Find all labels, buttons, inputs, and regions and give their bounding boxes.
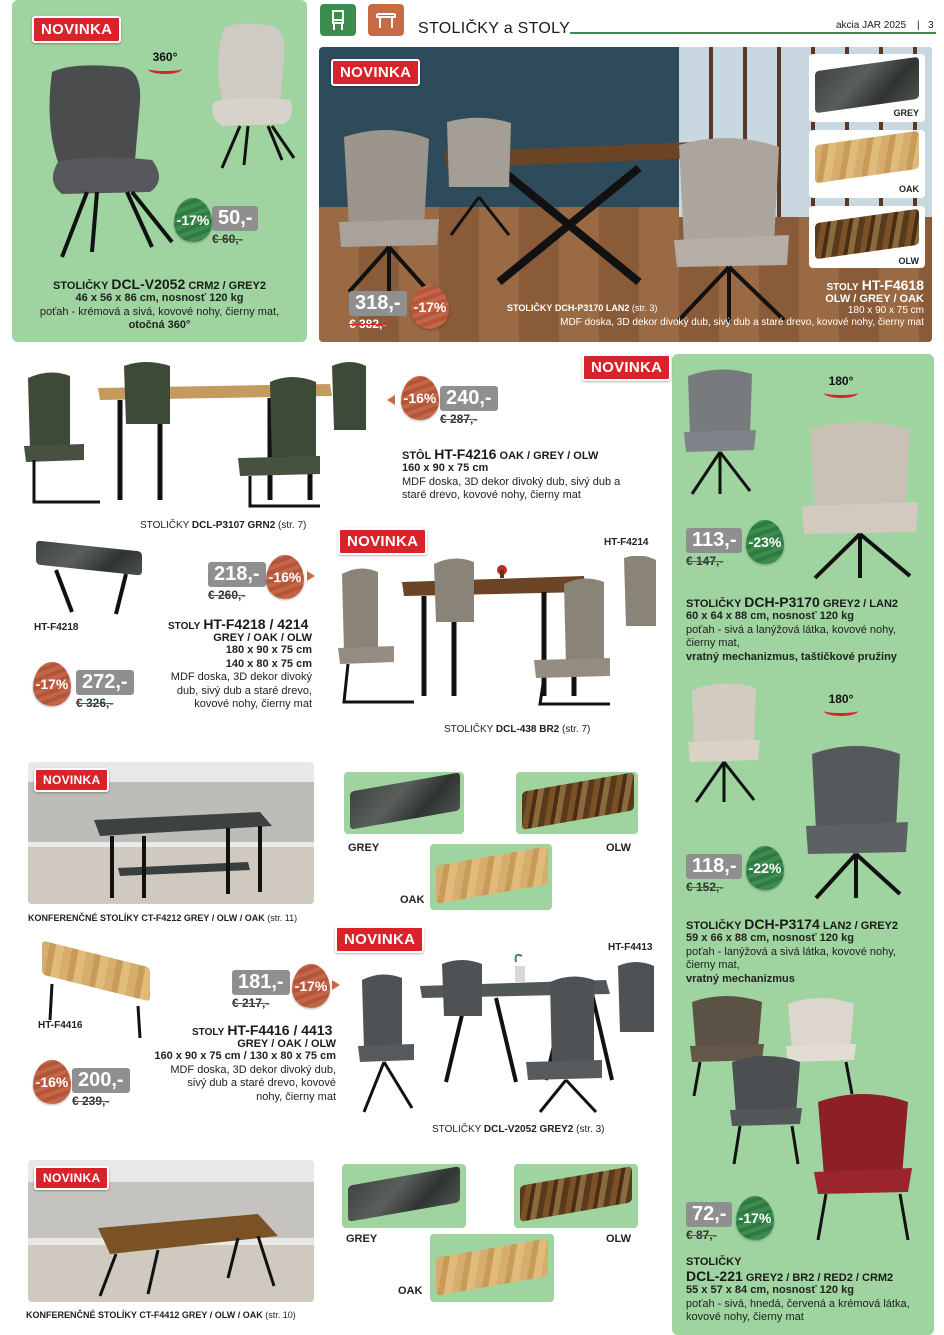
product-size: 160 x 90 x 75 cm bbox=[402, 462, 489, 474]
product-desc: poťah - lanýžová a sivá látka, kovové nohy, čierny mat, bbox=[686, 945, 896, 971]
f4218-small-label: HT-F4218 bbox=[34, 622, 79, 633]
discount-badge: -16% bbox=[33, 1060, 71, 1104]
product-spec: 46 x 56 x 86 cm, nosnosť 120 kg bbox=[75, 292, 244, 304]
coffee-table-olw-image bbox=[88, 1208, 288, 1298]
price: 50,- bbox=[212, 206, 258, 231]
old-price: € 287,- bbox=[440, 412, 478, 426]
product-variant: GREY2 / BR2 / RED2 / CRM2 bbox=[745, 1272, 894, 1284]
hero-swatch-oak[interactable] bbox=[809, 130, 925, 198]
price: 113,- bbox=[686, 528, 742, 553]
hero-product-info bbox=[560, 277, 924, 328]
swatch-label-olw: OLW bbox=[606, 842, 632, 854]
discount-badge: -16% bbox=[266, 555, 304, 599]
product-size-1: 180 x 90 x 75 cm bbox=[225, 644, 312, 656]
f4416-product-info bbox=[150, 1022, 336, 1104]
product-size: 160 x 90 x 75 cm / 130 x 80 x 75 cm bbox=[154, 1050, 336, 1062]
product-label: STOLY bbox=[192, 1027, 225, 1038]
p3170-cream-chair-image bbox=[790, 420, 930, 580]
header-separator: | bbox=[917, 20, 920, 31]
f4214-chair-caption: STOLIČKY DCL-438 BR2 (str. 7) bbox=[444, 724, 591, 735]
product-variant: GREY / OAK / OLW bbox=[213, 632, 312, 644]
discount-badge: -17% bbox=[736, 1196, 774, 1240]
product-model: DCH-P3170 bbox=[744, 594, 820, 610]
header-rule bbox=[570, 32, 936, 34]
f4216-product-info bbox=[402, 446, 652, 503]
old-price: € 217,- bbox=[232, 996, 270, 1010]
novinka-badge: NOVINKA bbox=[335, 926, 424, 953]
swatch-label-grey: GREY bbox=[346, 1233, 378, 1245]
f4416-small-label: HT-F4416 bbox=[38, 1020, 83, 1031]
product-model: HT-F4618 bbox=[861, 277, 924, 293]
coffee1-caption: KONFERENČNÉ STOLÍKY CT-F4212 GREY / OLW / OAK (str. 11) bbox=[28, 913, 298, 923]
product-label: STOLIČKY bbox=[53, 280, 109, 292]
hero-swatch-grey[interactable] bbox=[809, 54, 925, 122]
coffee1-swatch-grey[interactable] bbox=[344, 772, 464, 834]
f4416-price-box-2 bbox=[72, 1068, 130, 1108]
product-desc: poťah - krémová a sivá, kovové nohy, čierny mat, bbox=[39, 305, 280, 318]
hero-chair-back bbox=[439, 117, 519, 237]
product-label: STOLY bbox=[826, 282, 859, 293]
old-price: € 382,- bbox=[349, 317, 387, 331]
coffee2-swatch-oak[interactable] bbox=[430, 1234, 554, 1302]
product-variant: GREY / OAK / OLW bbox=[237, 1038, 336, 1050]
table-category-icon[interactable] bbox=[368, 4, 404, 36]
f4214-dining-set-image bbox=[334, 556, 664, 706]
novinka-badge: NOVINKA bbox=[338, 528, 427, 555]
price: 218,- bbox=[208, 562, 266, 587]
old-price: € 326,- bbox=[76, 696, 114, 710]
product-spec: 59 x 66 x 88 cm, nosnosť 120 kg bbox=[686, 932, 854, 944]
product-model: HT-F4216 bbox=[434, 446, 497, 462]
product-model: DCL-221 bbox=[686, 1268, 743, 1284]
dcl221-grey-chair-image bbox=[726, 1054, 806, 1166]
price: 181,- bbox=[232, 970, 290, 995]
old-price: € 60,- bbox=[212, 232, 243, 246]
swatch-label-oak: OAK bbox=[400, 894, 425, 906]
old-price: € 152,- bbox=[686, 880, 724, 894]
grey-swivel-chair-image bbox=[32, 62, 182, 262]
price: 200,- bbox=[72, 1068, 130, 1093]
old-price: € 239,- bbox=[72, 1094, 110, 1108]
product-label: STOLIČKY bbox=[686, 920, 742, 932]
discount-badge: -22% bbox=[746, 846, 784, 890]
product-model: HT-F4218 / 4214 bbox=[203, 616, 309, 632]
p3170-grey-chair-image bbox=[680, 366, 760, 496]
p3174-cream-chair-image bbox=[684, 680, 764, 804]
cream-swivel-chair-image bbox=[202, 20, 297, 170]
dcl221-red-chair-image bbox=[808, 1092, 918, 1242]
product-spec: 55 x 57 x 84 cm, nosnosť 120 kg bbox=[686, 1284, 854, 1296]
product-feature: otočná 360° bbox=[128, 319, 191, 331]
chair-category-icon[interactable] bbox=[320, 4, 356, 36]
product-info bbox=[12, 276, 307, 333]
swatch-label: OLW bbox=[898, 256, 919, 266]
novinka-badge: NOVINKA bbox=[34, 1166, 109, 1190]
product-feature: vratný mechanizmus, taštičkové pružiny bbox=[686, 650, 897, 663]
product-label: STOLIČKY bbox=[686, 1256, 742, 1268]
price: 240,- bbox=[440, 386, 498, 411]
discount-badge: -17% bbox=[174, 198, 212, 242]
p3174-price-box bbox=[686, 854, 742, 894]
product-desc: poťah - sivá, hnedá, červená a krémová látka, kovové nohy, čierny mat bbox=[686, 1297, 910, 1323]
swatch-label: GREY bbox=[893, 108, 919, 118]
f4218-price-box-2 bbox=[76, 670, 134, 710]
arrow-right-icon bbox=[307, 571, 315, 581]
f4216-dining-set-image bbox=[20, 360, 370, 510]
product-size-2: 140 x 80 x 75 cm bbox=[225, 657, 312, 670]
f4218-product-info bbox=[150, 616, 312, 712]
rotation-180-icon: 180° bbox=[824, 374, 858, 398]
hero-price-box bbox=[349, 291, 407, 331]
coffee2-swatch-olw[interactable] bbox=[514, 1164, 638, 1228]
swatch-label-olw: OLW bbox=[606, 1233, 632, 1245]
novinka-badge: NOVINKA bbox=[331, 59, 420, 86]
product-desc: poťah - sivá a lanýžová látka, kovové nohy, čierny mat, bbox=[686, 623, 896, 649]
page-number: 3 bbox=[928, 20, 934, 31]
coffee-table-1-scene bbox=[28, 762, 314, 904]
header-bar bbox=[320, 4, 940, 40]
discount-badge: -17% bbox=[33, 662, 71, 706]
arrow-right-icon bbox=[332, 980, 340, 990]
product-desc: MDF doska, 3D dekor divoký dub, sivý dub a staré drevo, kovové nohy, čierny mat bbox=[402, 475, 621, 501]
f4218-legs bbox=[36, 566, 146, 616]
p3170-price-box bbox=[686, 528, 742, 568]
product-size: 180 x 90 x 75 cm bbox=[847, 305, 924, 316]
hero-chair-left bbox=[329, 127, 449, 297]
product-variant: OAK / GREY / OLW bbox=[499, 450, 599, 462]
f4214-scene-label: HT-F4214 bbox=[604, 537, 649, 548]
product-variant: OLW / GREY / OAK bbox=[825, 293, 924, 305]
product-label: STÔL bbox=[402, 450, 432, 462]
novinka-badge: NOVINKA bbox=[34, 768, 109, 792]
p3174-grey-chair-image bbox=[796, 744, 916, 900]
coffee-table-grey-image bbox=[88, 806, 278, 900]
product-label: STOLIČKY bbox=[686, 598, 742, 610]
product-desc: MDF doska, 3D dekor divoký dub, sivý dub a staré drevo, kovové nohy, čierny mat bbox=[170, 671, 312, 710]
coffee1-swatch-oak[interactable] bbox=[430, 844, 552, 910]
product-model: DCH-P3174 bbox=[744, 916, 820, 932]
f4416-price-box-1 bbox=[232, 970, 290, 1010]
product-variant: GREY2 / LAN2 bbox=[822, 598, 899, 610]
swatch-label-grey: GREY bbox=[348, 842, 380, 854]
product-model: DCL-V2052 bbox=[111, 276, 186, 292]
hero-chair-caption: STOLIČKY DCH-P3170 LAN2 (str. 3) bbox=[507, 303, 658, 313]
product-model: HT-F4416 / 4413 bbox=[227, 1022, 333, 1038]
old-price: € 147,- bbox=[686, 554, 724, 568]
discount-badge: -17% bbox=[292, 964, 330, 1008]
page-title: STOLIČKY a STOLY bbox=[418, 20, 571, 37]
f4413-scene-label: HT-F4413 bbox=[608, 942, 653, 953]
old-price: € 260,- bbox=[208, 588, 246, 602]
novinka-badge: NOVINKA bbox=[32, 16, 121, 43]
discount-badge: -16% bbox=[401, 376, 439, 420]
f4218-price-box-1 bbox=[208, 562, 266, 602]
price-box bbox=[212, 206, 258, 246]
product-variant: LAN2 / GREY2 bbox=[822, 920, 899, 932]
p3170-product-info bbox=[686, 594, 926, 664]
f4216-chair-caption: STOLIČKY DCL-P3107 GRN2 (str. 7) bbox=[140, 520, 307, 531]
product-variant: CRM2 / GREY2 bbox=[188, 280, 266, 292]
f4413-chair-caption: STOLIČKY DCL-V2052 GREY2 (str. 3) bbox=[432, 1124, 605, 1135]
promo-label: akcia JAR 2025 bbox=[836, 20, 907, 31]
f4216-price-box bbox=[440, 386, 498, 426]
coffee2-swatch-grey[interactable] bbox=[342, 1164, 466, 1228]
discount-badge: -23% bbox=[746, 520, 784, 564]
coffee1-swatch-olw[interactable] bbox=[516, 772, 638, 834]
coffee2-caption: KONFERENČNÉ STOLÍKY CT-F4412 GREY / OLW / OAK (str. 10) bbox=[26, 1310, 296, 1320]
f4413-dining-set-image bbox=[356, 952, 660, 1114]
product-spec: 60 x 64 x 88 cm, nosnosť 120 kg bbox=[686, 610, 854, 622]
hero-dining-scene bbox=[319, 47, 932, 342]
price: 318,- bbox=[349, 291, 407, 316]
arrow-left-icon bbox=[387, 395, 395, 405]
f4416-legs bbox=[42, 980, 152, 1040]
dcl-v2052-panel bbox=[12, 0, 307, 342]
price: 118,- bbox=[686, 854, 742, 879]
product-feature: vratný mechanizmus bbox=[686, 972, 795, 985]
product-desc: MDF doska, 3D dekor divoký dub, sivý dub a staré drevo, kovové nohy, čierny mat bbox=[170, 1063, 336, 1103]
dcl221-price-box bbox=[686, 1202, 732, 1242]
product-label: STOLY bbox=[168, 621, 201, 632]
discount-badge: -17% bbox=[411, 285, 449, 329]
p3174-product-info bbox=[686, 916, 926, 986]
rotation-180-icon: 180° bbox=[824, 692, 858, 716]
swatch-label: OAK bbox=[899, 184, 919, 194]
dcl221-product-info bbox=[686, 1256, 926, 1325]
price: 72,- bbox=[686, 1202, 732, 1227]
rotation-360-icon: 360° bbox=[148, 50, 182, 74]
price: 272,- bbox=[76, 670, 134, 695]
coffee-table-2-scene bbox=[28, 1160, 314, 1302]
novinka-badge: NOVINKA bbox=[582, 354, 671, 381]
product-desc: MDF doska, 3D dekor divoký dub, sivý dub a staré drevo, kovové nohy, čierny mat bbox=[560, 317, 924, 328]
swatch-label-oak: OAK bbox=[398, 1285, 423, 1297]
hero-swatch-olw[interactable] bbox=[809, 206, 925, 268]
old-price: € 87,- bbox=[686, 1228, 717, 1242]
